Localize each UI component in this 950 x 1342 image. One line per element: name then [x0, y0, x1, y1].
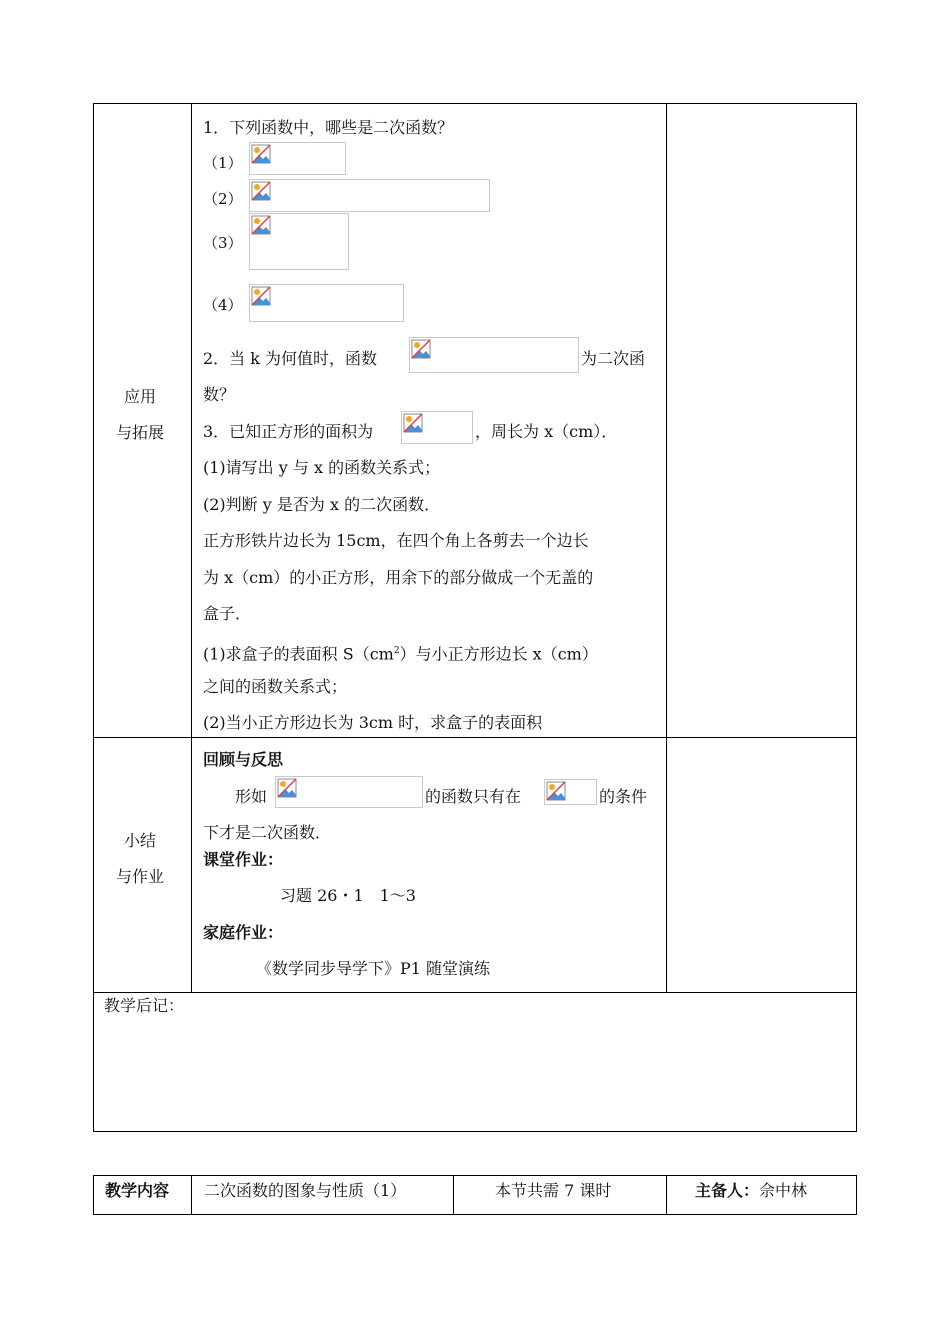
- footer-col2: 二次函数的图象与性质（1）: [204, 1181, 407, 1200]
- p4-line3: 盒子．: [203, 604, 252, 623]
- row-summary-label-1: 小结: [124, 831, 157, 850]
- p4-sub2: (2)当小正方形边长为 3cm 时，求盒子的表面积: [203, 713, 543, 732]
- table-divider-row1: [93, 737, 857, 738]
- footer-divider-1: [191, 1175, 192, 1215]
- formula-image-1: [249, 142, 346, 175]
- table-border-right: [856, 103, 857, 1132]
- broken-image-icon: [403, 413, 423, 433]
- broken-image-icon: [251, 286, 271, 306]
- formula-image-4: [249, 284, 404, 322]
- broken-image-icon: [251, 215, 271, 235]
- table-divider-row2: [93, 992, 857, 993]
- review-text-c: 的条件: [599, 787, 648, 806]
- table-divider-col2: [666, 103, 667, 992]
- review-title: 回顾与反思: [203, 750, 284, 769]
- q1-item-3: （3）: [203, 234, 243, 252]
- formula-image-2: [249, 179, 490, 212]
- q1-item-4: （4）: [203, 296, 243, 314]
- formula-image-5: [409, 337, 579, 373]
- review-line2: 下才是二次函数．: [203, 823, 332, 842]
- formula-image-3: [249, 213, 349, 270]
- q3-sub1: (1)请写出 y 与 x 的函数关系式；: [203, 458, 441, 477]
- q3-prefix: 3．已知正方形的面积为: [203, 422, 374, 441]
- q2-suffix: 为二次函: [581, 349, 646, 368]
- q1-title: 1．下列函数中，哪些是二次函数？: [203, 118, 454, 137]
- broken-image-icon: [411, 339, 431, 359]
- footer-col4: [695, 1180, 807, 1202]
- homework-title: 家庭作业：: [203, 923, 284, 942]
- footer-col1: 教学内容: [105, 1181, 170, 1200]
- p4-sub1-line2: 之间的函数关系式；: [203, 677, 348, 696]
- table-border-top: [93, 103, 857, 104]
- classwork-text: 习题 26・1 1～3: [280, 886, 416, 905]
- formula-image-7: [275, 776, 423, 808]
- review-text-a: 形如: [235, 787, 268, 806]
- p4-line2: 为 x（cm）的小正方形，用余下的部分做成一个无盖的: [203, 568, 594, 587]
- footer-divider-3: [666, 1175, 667, 1215]
- broken-image-icon: [546, 781, 566, 801]
- broken-image-icon: [251, 181, 271, 201]
- p4-sub1: [203, 640, 598, 665]
- broken-image-icon: [277, 778, 297, 798]
- q1-item-2: （2）: [203, 190, 243, 208]
- footer-divider-2: [453, 1175, 454, 1215]
- footer-border-right: [856, 1175, 857, 1215]
- broken-image-icon: [251, 144, 271, 164]
- review-text-b: 的函数只有在: [425, 787, 522, 806]
- p4-line1: 正方形铁片边长为 15cm，在四个角上各剪去一个边长: [203, 531, 589, 550]
- formula-image-6: [401, 411, 473, 444]
- p4-sub1-sup: 2: [393, 646, 400, 656]
- footer-border-left: [93, 1175, 94, 1215]
- footer-col4-label: 主备人：: [695, 1181, 760, 1200]
- classwork-title: 课堂作业：: [203, 850, 284, 869]
- row-apply-label-1: 应用: [124, 387, 157, 406]
- formula-image-8: [544, 779, 597, 805]
- q2-prefix: 2．当 k 为何值时，函数: [203, 349, 378, 368]
- footer-border-top: [93, 1175, 857, 1176]
- footer-col4-value: 佘中林: [759, 1181, 808, 1200]
- q2-line2: 数？: [203, 385, 236, 404]
- notes-label: 教学后记：: [104, 996, 185, 1015]
- table-border-bottom: [93, 1131, 857, 1132]
- q3-sub2: (2)判断 y 是否为 x 的二次函数．: [203, 495, 441, 514]
- homework-text: 《数学同步导学下》P1 随堂演练: [256, 959, 491, 978]
- table-border-left: [93, 103, 94, 1132]
- q1-item-1: （1）: [203, 154, 243, 172]
- footer-border-bottom: [93, 1214, 857, 1215]
- q3-suffix: ，周长为 x（cm）．: [475, 422, 618, 441]
- row-apply-label-2: 与拓展: [116, 423, 165, 442]
- footer-col3: 本节共需 7 课时: [495, 1181, 612, 1200]
- p4-sub1-b: ）与小正方形边长 x（cm）: [399, 644, 598, 664]
- table-divider-col1: [191, 103, 192, 992]
- p4-sub1-a: (1)求盒子的表面积 S（cm: [203, 644, 394, 664]
- row-summary-label-2: 与作业: [116, 867, 165, 886]
